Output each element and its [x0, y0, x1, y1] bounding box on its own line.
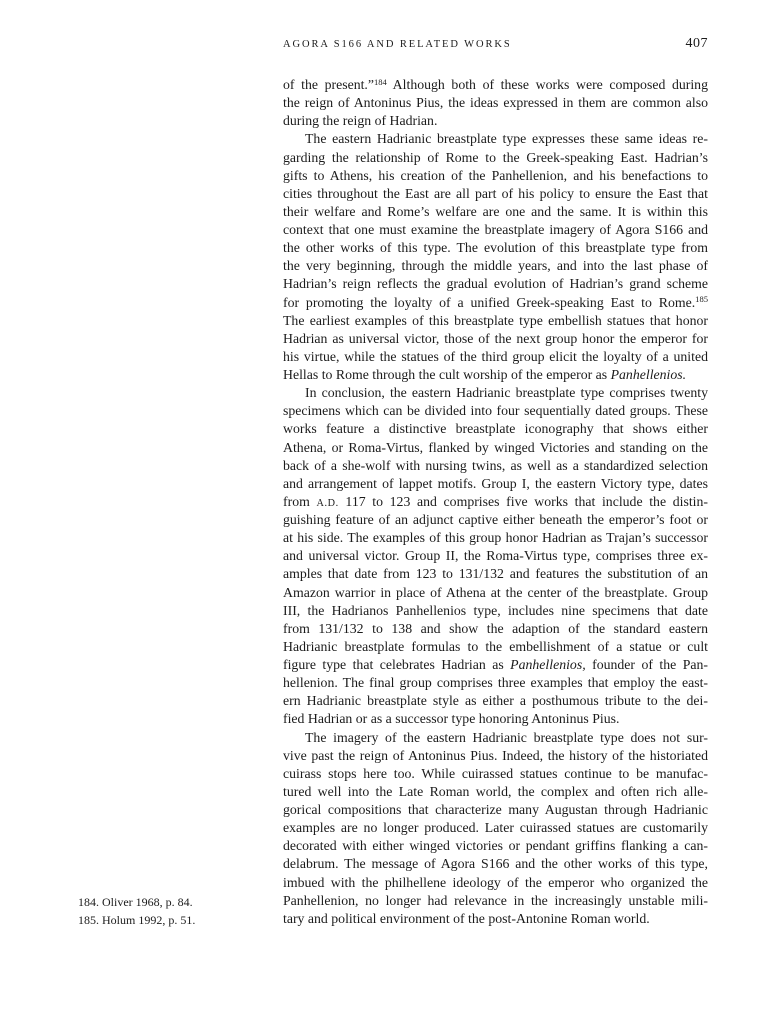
line-text: Athena, or Roma-Virtus, flanked by winged Victories and standing on the [283, 439, 708, 455]
small-caps-text: A.D. [316, 497, 339, 509]
text-line [283, 674, 708, 692]
line-text: The earliest examples of this breastplate type embellish statues that honor [283, 312, 708, 328]
paragraph [283, 76, 708, 130]
text-line [283, 275, 708, 293]
text-run: for promoting the loyalty of a unified Greek-speaking East to Rome. [283, 294, 696, 310]
paragraph [283, 729, 708, 928]
text-run: Hellas to Rome through the cult worship of the emperor as [283, 367, 611, 382]
footnote: 185. Holum 1992, p. 51. [78, 913, 196, 928]
text-line [283, 167, 708, 185]
line-text: Hadrian as universal victor, those of the next group honor the emperor for [283, 330, 708, 346]
text-line [283, 76, 708, 94]
running-header-title: AGORA S166 AND RELATED WORKS [283, 39, 512, 50]
line-text: vive past the reign of Antoninus Pius. Indeed, the history of the historiated [283, 747, 708, 763]
text-run: from [283, 493, 317, 509]
line-text: cities throughout the East are all part of his policy to ensure the East that [283, 185, 708, 201]
text-line [283, 656, 708, 674]
paragraph [283, 384, 708, 728]
text-line [283, 439, 708, 457]
text-line [283, 475, 708, 493]
paragraph [283, 130, 708, 384]
line-text: the reign of Antoninus Pius, the ideas expressed in them are common also [283, 95, 708, 111]
text-line [283, 710, 708, 728]
line-text: Amazon warrior in place of Athena at the center of the breastplate. Group [283, 584, 708, 600]
line-text: at his side. The examples of this group honor Hadrian as Trajan’s successor [283, 530, 708, 546]
line-text: Hadrianic breastplate formulas to the embellishment of a statue or cult [283, 638, 708, 654]
line-text: gifts to Athens, his creation of the Panhellenion, and his benefactions to [283, 167, 708, 183]
line-text: hellenion. The final group comprises three examples that employ the east- [283, 675, 708, 691]
line-text: the other works of this type. The evolution of this breastplate type from [283, 240, 708, 256]
text-line [283, 801, 708, 819]
line-text: back of a she-wolf with nursing twins, as well as a standardized selection [283, 457, 708, 473]
line-text: works feature a distinctive breastplate iconography that shows either [283, 421, 708, 437]
line-text: fied Hadrian or as a successor type honoring Antoninus Pius. [283, 711, 620, 727]
line-text: delabrum. The message of Agora S166 and the other works of this type, [283, 856, 708, 872]
line-text: III, the Hadrianos Panhellenios type, includes nine specimens that date [283, 602, 708, 618]
text-line [283, 384, 708, 402]
text-line [283, 729, 708, 747]
text-line [283, 511, 708, 529]
line-text: tary and political environment of the post-Antonine Roman world. [283, 910, 650, 926]
text-line [283, 819, 708, 837]
text-line [283, 366, 708, 384]
line-text: In conclusion, the eastern Hadrianic breastplate type comprises twenty [305, 385, 708, 401]
text-line [283, 837, 708, 855]
line-text: garding the relationship of Rome to the Greek-speaking East. Hadrian’s [283, 149, 708, 165]
text-line [283, 457, 708, 475]
text-line [283, 402, 708, 420]
text-line [283, 765, 708, 783]
text-line [283, 565, 708, 583]
line-text: The imagery of the eastern Hadrianic breastplate type does not sur- [305, 729, 708, 745]
line-text: their welfare and Rome’s welfare are one and the same. It is within this [283, 203, 708, 219]
text-line [283, 348, 708, 366]
text-line [283, 149, 708, 167]
line-text [283, 657, 708, 672]
line-text [283, 77, 708, 92]
text-line [283, 112, 708, 130]
page-number: 407 [685, 36, 708, 51]
italic-text: Panhellenios, [510, 657, 586, 672]
text-line [283, 312, 708, 330]
text-line [283, 420, 708, 438]
text-line [283, 638, 708, 656]
text-line [283, 185, 708, 203]
line-text: his virtue, while the statues of the third group elicit the loyalty of a united [283, 348, 708, 364]
text-line [283, 130, 708, 148]
text-line [283, 330, 708, 348]
text-run: of the present.” [283, 77, 374, 92]
line-text: specimens which can be divided into four sequentially dated groups. These [283, 403, 708, 419]
text-line [283, 294, 708, 312]
text-line [283, 529, 708, 547]
line-text [283, 295, 708, 310]
line-text: The eastern Hadrianic breastplate type expresses these same ideas re- [305, 131, 708, 147]
line-text: ern Hadrianic breastplate style as either a posthumous tribute to the dei- [283, 693, 708, 709]
line-text: amples that date from 123 to 131/132 and features the substitution of an [283, 566, 708, 582]
footnote-reference: 185 [695, 294, 708, 305]
footnote-reference: 184 [374, 76, 387, 87]
line-text: gorical compositions that characterize many Augustan through Hadrianic [283, 802, 708, 817]
text-line [283, 910, 708, 928]
text-line [283, 584, 708, 602]
italic-text: Panhellenios. [610, 367, 687, 382]
text-run: Although both of these works were composed during [386, 77, 708, 92]
line-text: context that one must examine the breastplate imagery of Agora S166 and [283, 222, 708, 237]
text-line [283, 692, 708, 710]
line-text: tured well into the Late Roman world, the complex and often rich alle- [283, 783, 708, 799]
text-line [283, 747, 708, 765]
main-text-column [283, 76, 708, 928]
text-line [283, 203, 708, 221]
line-text: from 131/132 to 138 and show the adaption of the standard eastern [283, 620, 708, 636]
line-text: and arrangement of lappet motifs. Group I, the eastern Victory type, dates [283, 475, 708, 491]
line-text: imbued with the philhellene ideology of the emperor who organized the [283, 874, 708, 890]
text-line [283, 783, 708, 801]
text-line [283, 94, 708, 112]
text-line [283, 221, 708, 239]
footnote: 184. Oliver 1968, p. 84. [78, 895, 193, 909]
line-text: and universal victor. Group II, the Roma-Virtus type, comprises three ex- [283, 548, 708, 564]
text-line [283, 239, 708, 257]
line-text: cuirass stops here too. While cuirassed statues continue to be manufac- [283, 765, 708, 781]
line-text: guishing feature of an adjunct captive either beneath the emperor’s foot or [283, 512, 708, 527]
text-line [283, 493, 708, 511]
text-line [283, 547, 708, 565]
line-text: Panhellenion, no longer had relevance in the increasingly unstable mili- [283, 892, 708, 908]
line-text [283, 494, 708, 509]
text-line [283, 892, 708, 910]
line-text: examples are no longer produced. Later cuirassed statues are customarily [283, 820, 708, 836]
text-line [283, 602, 708, 620]
footnotes [78, 893, 195, 929]
line-text [283, 367, 686, 382]
text-run: figure type that celebrates Hadrian as [283, 657, 511, 672]
text-line [283, 874, 708, 892]
text-run: founder of the Pan- [585, 657, 708, 672]
text-line [283, 257, 708, 275]
line-text: the very beginning, through the middle years, and into the last phase of [283, 258, 708, 274]
line-text: decorated with either winged victories or pendant griffins flanking a can- [283, 838, 708, 854]
line-text: Hadrian’s reign reflects the gradual evolution of Hadrian’s grand scheme [283, 276, 708, 292]
text-line [283, 855, 708, 873]
text-run: 117 to 123 and comprises five works that include the distin- [338, 493, 708, 509]
text-line [283, 620, 708, 638]
line-text: during the reign of Hadrian. [283, 113, 438, 129]
